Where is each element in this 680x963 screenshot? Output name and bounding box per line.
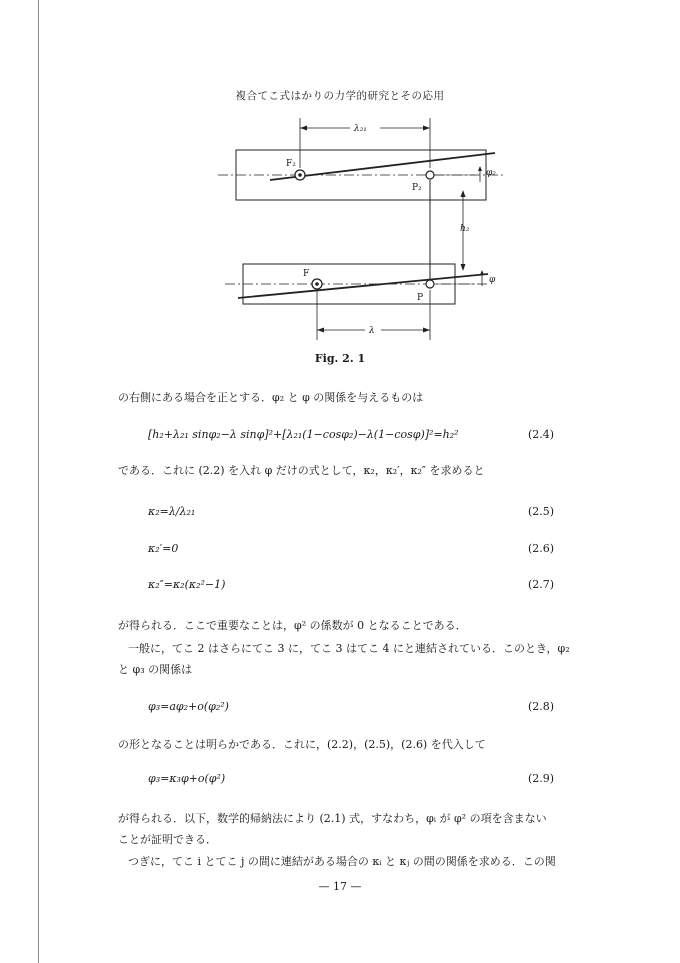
label-phi2: φ₂ [486, 168, 496, 178]
margin-rule [38, 0, 39, 963]
paragraph: が得られる．ここで重要なことは，φ² の係数が 0 となることである． [118, 619, 467, 632]
paragraph: の右側にある場合を正とする．φ₂ と φ の関係を与えるものは [118, 391, 424, 404]
label-F2: F₂ [286, 159, 296, 169]
point-P [426, 280, 434, 288]
equation-number: (2.4) [528, 428, 555, 441]
paragraph: 一般に，てこ 2 はさらにてこ 3 に，てこ 3 はてこ 4 にと連結されている．このとき，φ₂ [128, 642, 570, 655]
equation-number: (2.8) [528, 700, 555, 713]
paragraph: の形となることは明らかである．これに，(2.2)，(2.5)，(2.6) を代入して [118, 738, 486, 751]
equation-number: (2.9) [528, 772, 555, 785]
figure-caption: Fig. 2. 1 [314, 352, 366, 365]
label-P2: P₂ [412, 183, 422, 193]
lever-1-axis [238, 274, 488, 298]
paragraph: が得られる．以下，数学的帰納法により (2.1) 式，すなわち，φᵢ が φ² の項を含まない [118, 812, 547, 825]
equation-2-6: κ₂′=0 [148, 542, 179, 555]
equation-2-8: φ₃=aφ₂+o(φ₂²) [148, 700, 229, 713]
equation-2-5: κ₂=λ/λ₂₁ [148, 505, 196, 518]
paragraph: である．これに (2.2) を入れ φ だけの式として，κ₂，κ₂′，κ₂″ を求めると [118, 464, 485, 477]
running-head: 複合てこ式はかりの力学的研究とその応用 [235, 90, 445, 102]
page-number: — 17 — [318, 880, 362, 893]
equation-2-4: [h₂+λ₂₁ sinφ₂−λ sinφ]²+[λ₂₁(1−cosφ₂)−λ(1−cosφ)]²=h₂² [148, 428, 459, 441]
equation-number: (2.6) [528, 542, 555, 555]
paragraph: と φ₃ の関係は [118, 663, 193, 676]
paragraph: つぎに，てこ i とてこ j の間に連結がある場合の κᵢ と κⱼ の間の関係を求める．この関 [128, 855, 556, 868]
label-lambda21: λ₂₁ [354, 124, 367, 134]
equation-2-9: φ₃=κ₃φ+o(φ²) [148, 772, 226, 785]
equation-number: (2.7) [528, 578, 555, 591]
label-P: P [417, 293, 424, 303]
lever-diagram [210, 118, 510, 350]
equation-2-7: κ₂″=κ₂(κ₂²−1) [148, 578, 226, 591]
point-P2 [426, 171, 434, 179]
label-h2: h₂ [460, 224, 470, 234]
equation-number: (2.5) [528, 505, 555, 518]
label-F: F [303, 269, 310, 279]
label-lambda: λ [369, 326, 375, 336]
label-phi: φ [489, 275, 496, 285]
paragraph: ことが証明できる． [118, 833, 217, 846]
